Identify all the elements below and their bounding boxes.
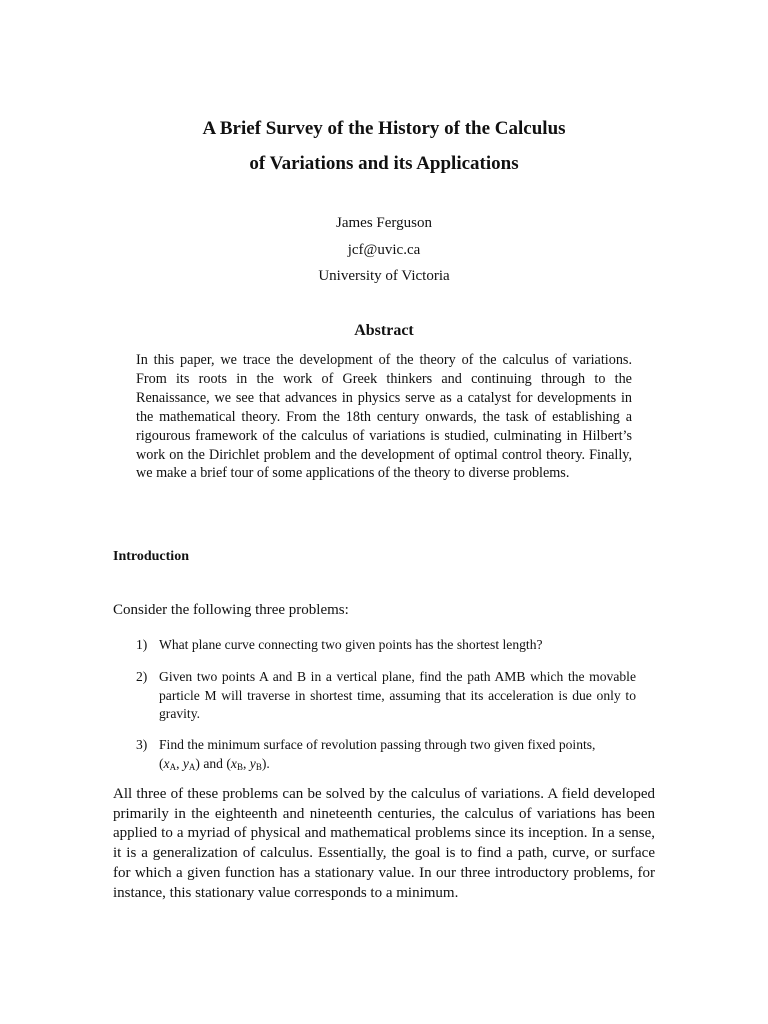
problem-item-3 [136,736,636,773]
author-email: jcf@uvic.ca [347,242,421,258]
var-x: x [230,755,237,771]
introduction-heading: Introduction [113,549,189,564]
abstract-text: In this paper, we trace the development of the theory of the calculus of variations. From its roots in the work of Greek thinkers and continuing through to the Renaissance, we see that advances in physics serve as a catalyst for developments in the mathematical theory. From the 18th century onwards, the task of establishing a rigourous framework of the calculus of variations is studied, culminating in Hilbert’s work on the Dirichlet problem and the development of optimal control theory. Finally, we make a brief tour of some applications of the theory to diverse problems. [136,352,632,482]
problem-text: Given two points A and B in a vertical plane, find the path AMB which the movable particle M will traverse in shortest time, assuming that its acceleration is due only to gravity. [159,669,636,721]
var-x: x [163,755,170,771]
subscript-b: B [236,761,243,772]
introduction-paragraph: All three of these problems can be solved by the calculus of variations. A field developed primarily in the eighteenth and nineteenth centuries, the calculus of variations has been applied to a myriad of physical and mathematical problems since its inception. In a sense, it is a generalization of calculus. Essentially, the goal is to find a path, curve, or surface for which a given function has a stationary value. In our three introductory problems, for instance, this stationary value corresponds to a minimum. [113,786,655,901]
paper-title-line-2: of Variations and its Applications [249,153,519,174]
subscript-a: A [169,761,177,772]
problem-item-1 [136,636,636,655]
author-name: James Ferguson [336,215,432,231]
problem-number: 1) [136,637,148,652]
close-paren: ). [261,755,270,771]
paper-title-line-1: A Brief Survey of the History of the Calculus [202,118,566,139]
var-y: y [249,755,256,771]
introduction-lead: Consider the following three problems: [113,602,349,618]
subscript-a: A [188,761,196,772]
author-affiliation: University of Victoria [318,268,450,284]
problem-text [159,736,636,773]
subscript-b: B [255,761,262,772]
point-separator: ) and ( [195,755,231,771]
problem-number: 3) [136,737,148,752]
comma: , [242,755,250,771]
open-paren: ( [159,755,164,771]
comma: , [176,755,183,771]
var-y: y [182,755,189,771]
problem-text: What plane curve connecting two given points has the shortest length? [159,637,543,652]
abstract-heading: Abstract [354,322,414,339]
problem-text-start: Find the minimum surface of revolution passing through two given fixed points, [159,737,596,752]
problem-item-2 [136,668,636,724]
problem-number: 2) [136,669,148,684]
